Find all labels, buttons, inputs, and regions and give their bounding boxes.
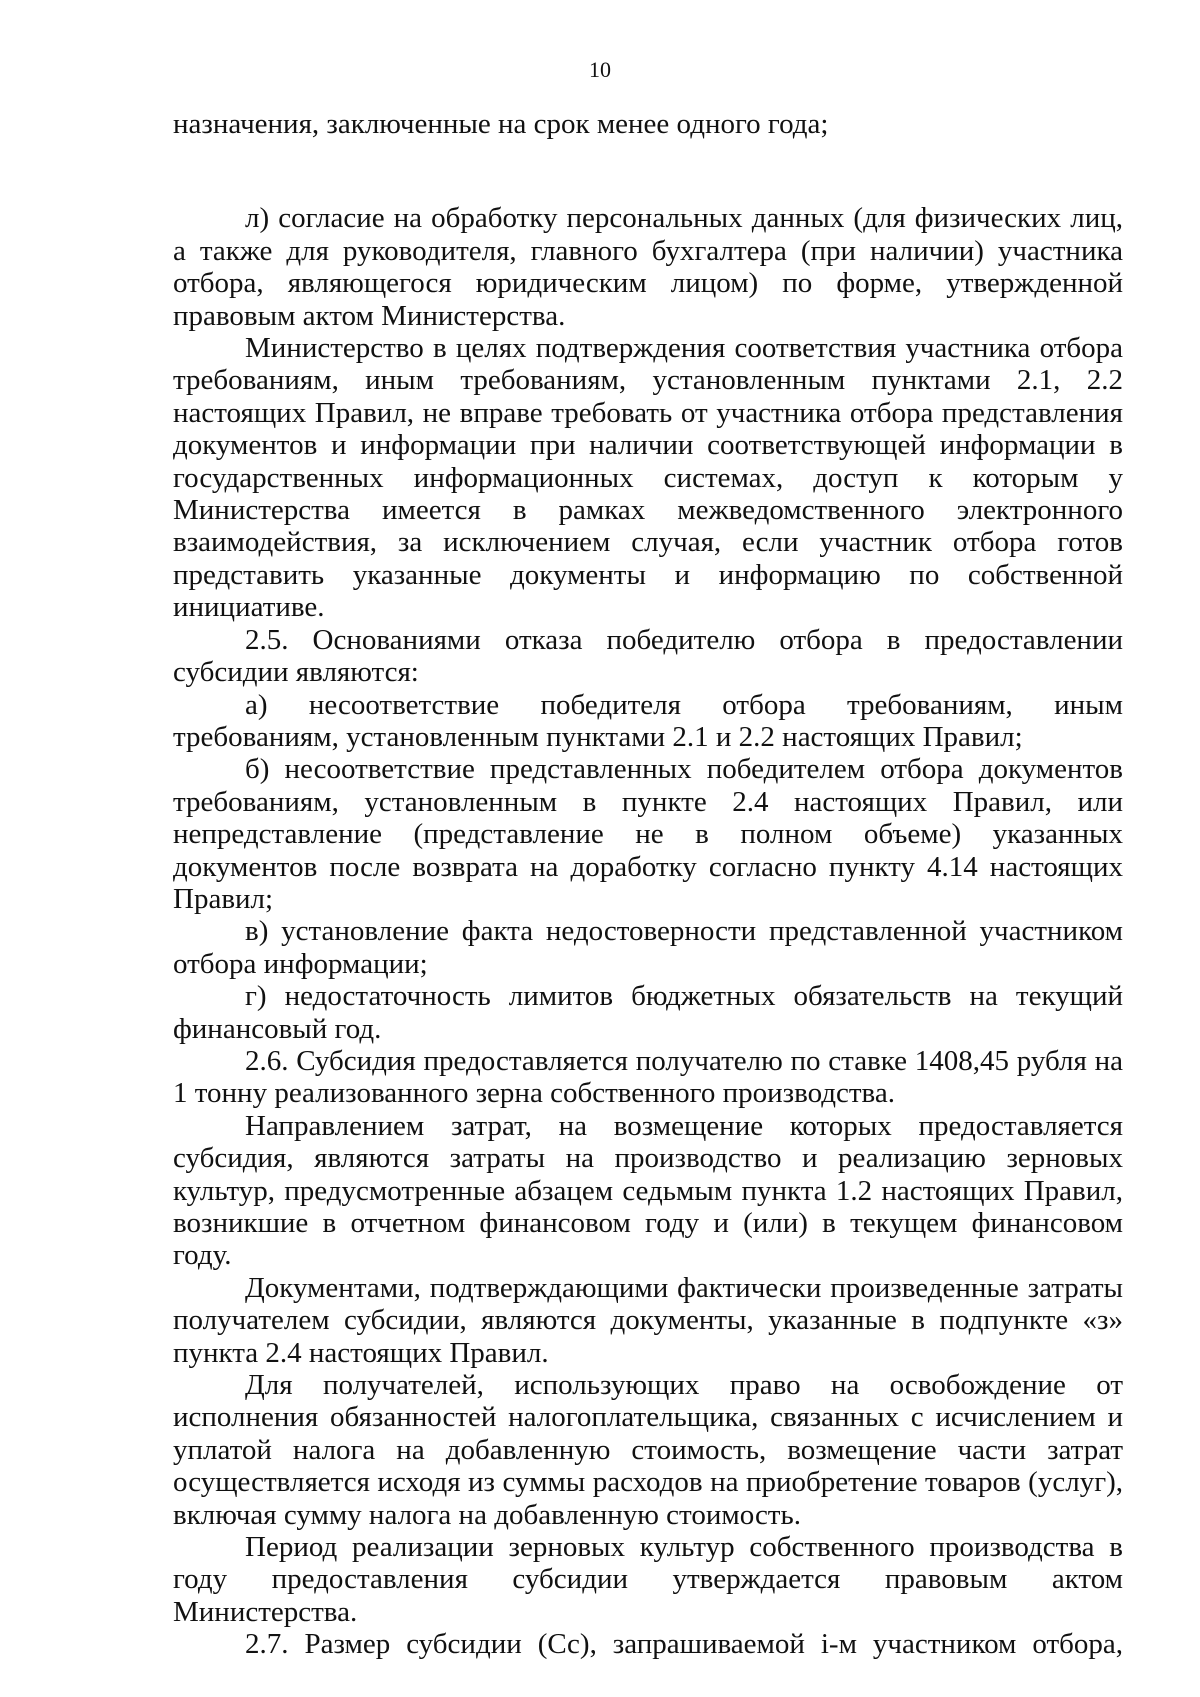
paragraph-item-l-consent: л) согласие на обработку персональных данных (для физических лиц, а также для руководителя, главного бухгалтера (при наличии) участника отбора, являющегося юридическим лицом) по форме, утвержденной правовым актом Министерства.	[173, 202, 1123, 332]
paragraph-item-a: а) несоответствие победителя отбора требованиям, иным требованиям, установленным пунктами 2.1 и 2.2 настоящих Правил;	[173, 688, 1123, 753]
paragraph-section-2-6: 2.6. Субсидия предоставляется получателю по ставке 1408,45 рубля на 1 тонну реализованного зерна собственного производства.	[173, 1044, 1123, 1110]
paragraph-item-v: в) установление факта недостоверности представленной участником отбора информации;	[173, 915, 1123, 980]
paragraph-cost-direction: Направлением затрат, на возмещение которых предоставляется субсидия, являются затраты на производство и реализацию зерновых культур, предусмотренные абзацем седьмым пункта 1.2 настоящих Правил, возникшие в отчетном финансовом году и (или) в текущем финансовом году.	[173, 1109, 1123, 1272]
paragraph-section-2-7: 2.7. Размер субсидии (Сс), запрашиваемой i-м участником отбора,	[245, 1628, 1123, 1661]
paragraph-item-g: г) недостаточность лимитов бюджетных обязательств на текущий финансовый год.	[173, 980, 1123, 1045]
paragraph-section-2-5: 2.5. Основаниями отказа победителю отбора в предоставлении субсидии являются:	[173, 623, 1123, 689]
paragraph-item-b: б) несоответствие представленных победителем отбора документов требованиям, установленным в пункте 2.4 настоящих Правил, или непредставление (представление не в полном объеме) указанных документов после возврата на доработку согласно пункту 4.14 настоящих Правил;	[173, 753, 1123, 915]
paragraph-sales-period: Период реализации зерновых культур собственного производства в году предоставления субсидии утверждается правовым актом Министерства.	[173, 1531, 1123, 1628]
document-body	[173, 108, 1123, 1661]
paragraph-continuation: назначения, заключенные на срок менее одного года;	[173, 108, 829, 140]
paragraph-vat-exemption: Для получателей, использующих право на освобождение от исполнения обязанностей налогоплательщика, связанных с исчислением и уплатой налога на добавленную стоимость, возмещение части затрат осуществляется исходя из суммы расходов на приобретение товаров (услуг), включая сумму налога на добавленную стоимость.	[173, 1369, 1123, 1531]
paragraph-ministry-verification: Министерство в целях подтверждения соответствия участника отбора требованиям, иным требованиям, установленным пунктами 2.1, 2.2 настоящих Правил, не вправе требовать от участника отбора представления документов и информации при наличии соответствующей информации в государственных информационных системах, доступ к которым у Министерства имеется в рамках межведомственного электронного взаимодействия, за исключением случая, если участник отбора готов представить указанные документы и информацию по собственной инициативе.	[173, 332, 1123, 624]
page-number: 10	[589, 57, 611, 82]
paragraph-confirming-documents: Документами, подтверждающими фактически произведенные затраты получателем субсидии, являются документы, указанные в подпункте «з» пункта 2.4 настоящих Правил.	[173, 1271, 1123, 1369]
